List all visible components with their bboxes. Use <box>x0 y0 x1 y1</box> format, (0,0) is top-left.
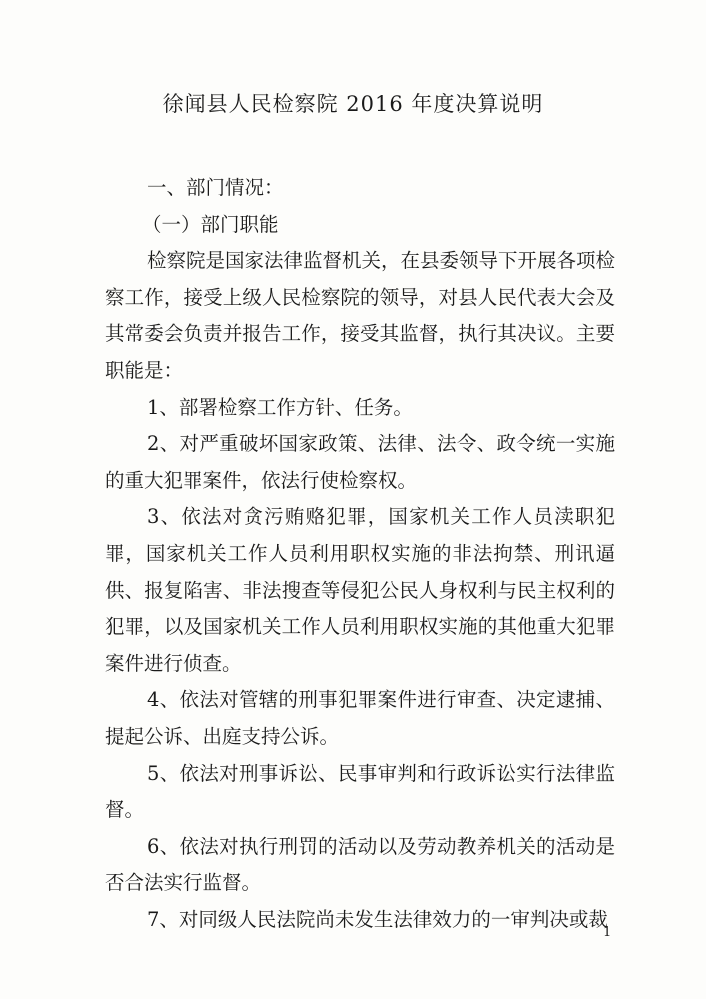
paragraph-item-6: 6、依法对执行刑罚的活动以及劳动教养机关的活动是否合法实行监督。 <box>105 834 615 895</box>
page-number: 1 <box>603 925 612 940</box>
section-heading: 一、部门情况： <box>147 176 284 199</box>
subsection-heading: （一）部门职能 <box>142 212 279 236</box>
paragraph-item-3: 3、依法对贪污贿赂犯罪，国家机关工作人员渎职犯罪，国家机关工作人员利用职权实施的非法拘禁、刑讯逼供、报复陷害、非法搜查等侵犯公民人身权利与民主权利的犯罪，以及国家机关工作人员利用职权实施的其他重大犯罪案件进行侦查。 <box>105 505 615 675</box>
paragraph-item-2: 2、对严重破坏国家政策、法律、法令、政令统一实施的重大犯罪案件，依法行使检察权。 <box>105 432 615 492</box>
paragraph-item-4: 4、依法对管辖的刑事犯罪案件进行审查、决定逮捕、提起公诉、出庭支持公诉。 <box>105 688 615 748</box>
document-title: 徐闻县人民检察院 2016 年度决算说明 <box>162 92 544 116</box>
paragraph-intro: 检察院是国家法律监督机关，在县委领导下开展各项检察工作，接受上级人民检察院的领导，对县人民代表大会及其常委会负责并报告工作，接受其监督，执行其决议。主要职能是： <box>105 249 616 382</box>
paragraph-item-5: 5、依法对刑事诉讼、民事审判和行政诉讼实行法律监督。 <box>105 761 615 822</box>
paragraph-item-7: 7、对同级人民法院尚未发生法律效力的一审判决或裁 <box>147 907 608 931</box>
document-body <box>105 170 615 938</box>
paragraph-item-1: 1、部署检察工作方针、任务。 <box>147 395 413 419</box>
